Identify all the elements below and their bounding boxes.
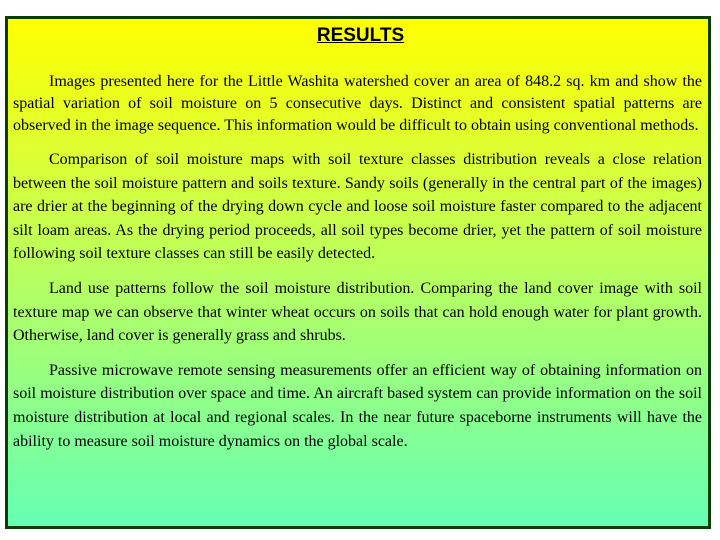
paragraph-study-area: Images presented here for the Little Washita watershed cover an area of 848.2 sq. km and show the spatial variation of soil moisture on 5 consecutive days. Distinct and consistent spatial patterns are observed in the image sequence. This information would be difficult to obtain using conventional methods. bbox=[13, 73, 702, 134]
results-body bbox=[13, 71, 702, 464]
section-title: RESULTS bbox=[316, 25, 405, 46]
paragraph-soil-texture: Comparison of soil moisture maps with soil texture classes distribution reveals a close relation between the soil moisture pattern and soils texture. Sandy soils (generally in the central part of the images) are drier at the beginning of the drying down cycle and loose soil moisture faster compared to the adjacent silt loam areas. As the drying period proceeds, all soil types become drier, yet the pattern of soil moisture following soil texture classes can still be easily detected. bbox=[13, 151, 702, 263]
paragraph-remote-sensing: Passive microwave remote sensing measurements offer an efficient way of obtaining information on soil moisture distribution over space and time. An aircraft based system can provide information on the soil moisture distribution at local and regional scales. In the near future spaceborne instruments will have the ability to measure soil moisture dynamics on the global scale. bbox=[13, 361, 702, 450]
paragraph-land-use: Land use patterns follow the soil moisture distribution. Comparing the land cover image with soil texture map we can observe that winter wheat occurs on soils that can hold enough water for plant growth. Otherwise, land cover is generally grass and shrubs. bbox=[13, 279, 702, 345]
results-panel bbox=[5, 16, 711, 529]
